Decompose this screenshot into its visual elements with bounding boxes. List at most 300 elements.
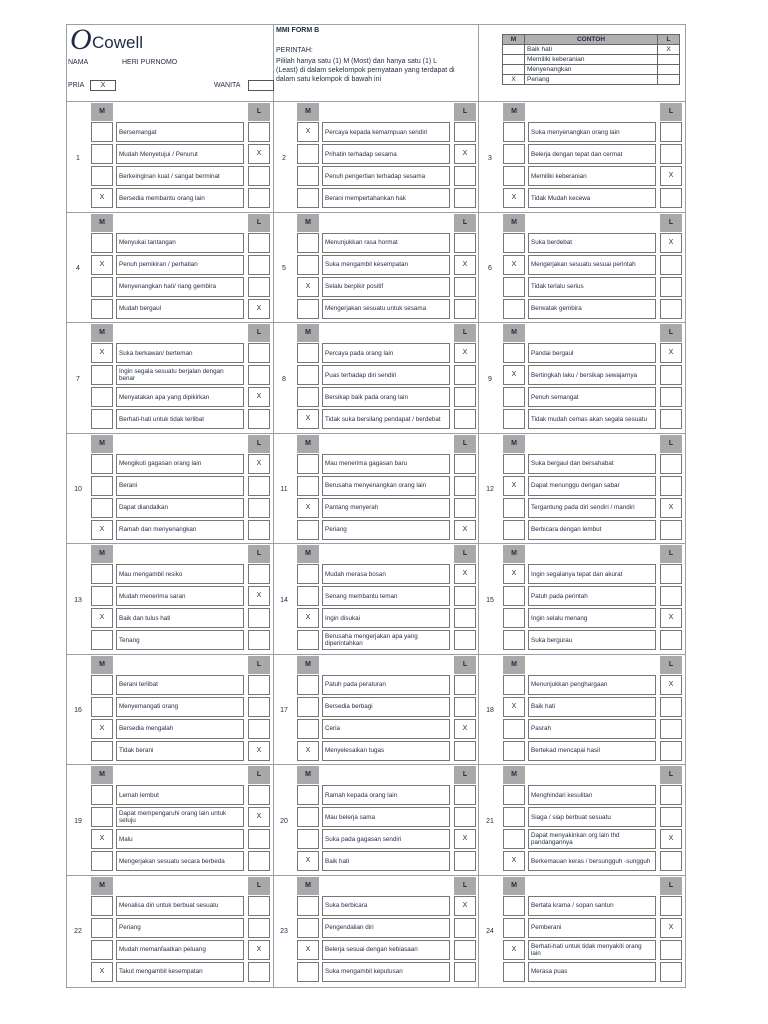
statement-row bbox=[297, 918, 476, 938]
most-checkbox[interactable] bbox=[297, 675, 319, 695]
least-checkbox[interactable] bbox=[660, 896, 682, 916]
most-checkbox[interactable] bbox=[91, 807, 113, 827]
statement-row bbox=[297, 564, 476, 584]
most-checkbox[interactable] bbox=[91, 122, 113, 142]
most-checkbox[interactable]: X bbox=[297, 409, 319, 429]
least-column-header: L bbox=[248, 877, 270, 895]
most-checkbox[interactable] bbox=[91, 675, 113, 695]
most-column-header: M bbox=[297, 656, 319, 674]
most-checkbox[interactable] bbox=[91, 851, 113, 871]
least-column-header: L bbox=[248, 103, 270, 121]
least-checkbox[interactable]: X bbox=[248, 387, 270, 407]
statement-text: Menunjukkan rasa hormat bbox=[322, 233, 450, 253]
least-checkbox[interactable] bbox=[454, 476, 476, 496]
least-checkbox[interactable] bbox=[248, 697, 270, 717]
statement-text: Penuh pengertian terhadap sesama bbox=[322, 166, 450, 186]
statement-text: Menyukai tantangan bbox=[116, 233, 244, 253]
most-checkbox[interactable] bbox=[503, 454, 525, 474]
statement-text: Mudah Menyetujui / Penurut bbox=[116, 144, 244, 164]
least-column-header: L bbox=[248, 435, 270, 453]
least-checkbox[interactable] bbox=[454, 277, 476, 297]
statement-text: Suka pada gagasan sendiri bbox=[322, 829, 450, 849]
statement-row bbox=[503, 188, 682, 208]
most-checkbox[interactable]: X bbox=[503, 564, 525, 584]
most-checkbox[interactable] bbox=[91, 697, 113, 717]
statement-row bbox=[503, 122, 682, 142]
most-checkbox[interactable] bbox=[91, 233, 113, 253]
least-checkbox[interactable] bbox=[660, 188, 682, 208]
least-checkbox[interactable] bbox=[660, 851, 682, 871]
least-checkbox[interactable] bbox=[454, 365, 476, 385]
most-checkbox[interactable] bbox=[503, 896, 525, 916]
statement-text: Menyelesaikan tugas bbox=[322, 741, 450, 761]
most-checkbox[interactable] bbox=[297, 719, 319, 739]
least-checkbox[interactable] bbox=[660, 564, 682, 584]
group-number: 4 bbox=[76, 265, 80, 272]
logo-mark: O bbox=[70, 23, 92, 56]
least-checkbox[interactable] bbox=[248, 719, 270, 739]
most-checkbox[interactable] bbox=[297, 896, 319, 916]
least-checkbox[interactable] bbox=[660, 807, 682, 827]
least-checkbox[interactable] bbox=[454, 962, 476, 982]
most-checkbox[interactable] bbox=[91, 586, 113, 606]
most-column-header: M bbox=[297, 324, 319, 342]
least-checkbox[interactable] bbox=[454, 807, 476, 827]
most-checkbox[interactable] bbox=[91, 498, 113, 518]
least-checkbox[interactable]: X bbox=[660, 166, 682, 186]
wanita-checkbox[interactable] bbox=[248, 80, 274, 91]
least-checkbox[interactable] bbox=[454, 188, 476, 208]
most-checkbox[interactable] bbox=[297, 387, 319, 407]
least-checkbox[interactable] bbox=[454, 409, 476, 429]
least-checkbox[interactable]: X bbox=[248, 741, 270, 761]
least-checkbox[interactable] bbox=[660, 785, 682, 805]
statement-text: Suka bergurau bbox=[528, 630, 656, 650]
most-column-header: M bbox=[503, 214, 525, 232]
form-title: MMI FORM B bbox=[276, 27, 320, 34]
statement-row bbox=[91, 498, 270, 518]
most-checkbox[interactable] bbox=[91, 476, 113, 496]
least-checkbox[interactable] bbox=[248, 829, 270, 849]
statement-row bbox=[503, 454, 682, 474]
statement-text: Menyenangkan hati/ riang gembira bbox=[116, 277, 244, 297]
example-m-cell bbox=[503, 55, 525, 65]
least-checkbox[interactable] bbox=[248, 343, 270, 363]
logo-wordmark: Cowell bbox=[92, 33, 144, 52]
least-checkbox[interactable] bbox=[454, 940, 476, 960]
statement-row bbox=[297, 277, 476, 297]
most-checkbox[interactable] bbox=[91, 785, 113, 805]
most-column-header: M bbox=[91, 545, 113, 563]
least-checkbox[interactable]: X bbox=[248, 940, 270, 960]
statement-row bbox=[503, 608, 682, 628]
nama-label: NAMA bbox=[68, 59, 89, 66]
least-checkbox[interactable] bbox=[454, 741, 476, 761]
statement-text: Penuh pemikiran / perhatian bbox=[116, 255, 244, 275]
most-checkbox[interactable] bbox=[297, 255, 319, 275]
statement-row bbox=[503, 476, 682, 496]
least-checkbox[interactable] bbox=[660, 122, 682, 142]
most-checkbox[interactable] bbox=[503, 144, 525, 164]
statement-text: Mudah menerima saran bbox=[116, 586, 244, 606]
statement-row bbox=[91, 697, 270, 717]
most-checkbox[interactable] bbox=[503, 299, 525, 319]
least-checkbox[interactable] bbox=[454, 233, 476, 253]
least-checkbox[interactable] bbox=[660, 144, 682, 164]
statement-text: Ingin segalanya tepat dan akurat bbox=[528, 564, 656, 584]
least-checkbox[interactable] bbox=[660, 741, 682, 761]
least-checkbox[interactable]: X bbox=[454, 343, 476, 363]
most-checkbox[interactable]: X bbox=[503, 476, 525, 496]
least-checkbox[interactable] bbox=[248, 166, 270, 186]
most-checkbox[interactable] bbox=[91, 365, 113, 385]
most-checkbox[interactable]: X bbox=[503, 365, 525, 385]
most-checkbox[interactable]: X bbox=[91, 962, 113, 982]
most-checkbox[interactable] bbox=[297, 520, 319, 540]
most-checkbox[interactable] bbox=[503, 608, 525, 628]
least-checkbox[interactable]: X bbox=[454, 520, 476, 540]
most-checkbox[interactable]: X bbox=[91, 255, 113, 275]
most-checkbox[interactable] bbox=[503, 498, 525, 518]
most-column-header: M bbox=[91, 214, 113, 232]
least-checkbox[interactable] bbox=[660, 697, 682, 717]
statement-row bbox=[91, 365, 270, 385]
most-checkbox[interactable]: X bbox=[503, 188, 525, 208]
band-divider bbox=[66, 212, 686, 213]
least-checkbox[interactable] bbox=[660, 277, 682, 297]
most-column-header: M bbox=[297, 435, 319, 453]
most-checkbox[interactable]: X bbox=[91, 608, 113, 628]
example-row bbox=[503, 45, 680, 55]
question-group bbox=[272, 214, 476, 324]
question-group bbox=[478, 766, 682, 876]
most-checkbox[interactable] bbox=[297, 476, 319, 496]
least-checkbox[interactable] bbox=[454, 608, 476, 628]
most-checkbox[interactable] bbox=[297, 785, 319, 805]
least-checkbox[interactable] bbox=[454, 122, 476, 142]
most-checkbox[interactable] bbox=[503, 586, 525, 606]
group-number: 10 bbox=[74, 486, 82, 493]
most-checkbox[interactable] bbox=[503, 122, 525, 142]
pria-checkbox[interactable]: X bbox=[90, 80, 116, 91]
least-checkbox[interactable] bbox=[248, 409, 270, 429]
statement-row bbox=[297, 785, 476, 805]
statement-row bbox=[91, 233, 270, 253]
statement-text: Menghindari kesulitan bbox=[528, 785, 656, 805]
statement-row bbox=[503, 564, 682, 584]
statement-row bbox=[91, 144, 270, 164]
most-checkbox[interactable] bbox=[297, 564, 319, 584]
least-checkbox[interactable] bbox=[248, 608, 270, 628]
most-checkbox[interactable] bbox=[297, 144, 319, 164]
example-m-cell: X bbox=[503, 75, 525, 85]
most-checkbox[interactable]: X bbox=[91, 188, 113, 208]
statement-text: Mengerjakan sesuatu untuk sesama bbox=[322, 299, 450, 319]
least-checkbox[interactable] bbox=[660, 630, 682, 650]
least-checkbox[interactable]: X bbox=[660, 918, 682, 938]
statement-row bbox=[297, 233, 476, 253]
least-checkbox[interactable] bbox=[248, 630, 270, 650]
most-checkbox[interactable] bbox=[91, 409, 113, 429]
most-checkbox[interactable]: X bbox=[297, 940, 319, 960]
statement-text: Pemberani bbox=[528, 918, 656, 938]
group-number: 19 bbox=[74, 817, 82, 825]
least-checkbox[interactable]: X bbox=[660, 675, 682, 695]
least-checkbox[interactable]: X bbox=[248, 454, 270, 474]
question-group bbox=[478, 103, 682, 213]
least-checkbox[interactable] bbox=[248, 122, 270, 142]
most-checkbox[interactable] bbox=[297, 299, 319, 319]
most-checkbox[interactable]: X bbox=[503, 697, 525, 717]
least-checkbox[interactable] bbox=[454, 387, 476, 407]
most-checkbox[interactable] bbox=[503, 785, 525, 805]
least-checkbox[interactable] bbox=[248, 962, 270, 982]
least-checkbox[interactable] bbox=[248, 520, 270, 540]
least-checkbox[interactable] bbox=[248, 896, 270, 916]
least-checkbox[interactable]: X bbox=[660, 829, 682, 849]
group-number: 24 bbox=[486, 928, 494, 935]
most-checkbox[interactable] bbox=[503, 807, 525, 827]
most-checkbox[interactable] bbox=[91, 741, 113, 761]
most-checkbox[interactable] bbox=[91, 940, 113, 960]
most-checkbox[interactable]: X bbox=[503, 851, 525, 871]
most-checkbox[interactable] bbox=[91, 299, 113, 319]
statement-text: Mau belerja sama bbox=[322, 807, 450, 827]
most-checkbox[interactable] bbox=[91, 277, 113, 297]
most-checkbox[interactable]: X bbox=[297, 277, 319, 297]
least-checkbox[interactable] bbox=[660, 962, 682, 982]
least-checkbox[interactable] bbox=[660, 586, 682, 606]
least-checkbox[interactable] bbox=[454, 851, 476, 871]
statement-row bbox=[297, 608, 476, 628]
most-checkbox[interactable] bbox=[503, 675, 525, 695]
statement-text: Berani bbox=[116, 476, 244, 496]
most-checkbox[interactable]: X bbox=[91, 343, 113, 363]
most-checkbox[interactable]: X bbox=[91, 829, 113, 849]
least-checkbox[interactable] bbox=[660, 255, 682, 275]
most-checkbox[interactable] bbox=[297, 166, 319, 186]
statement-text: Selalu berpikir positif bbox=[322, 277, 450, 297]
statement-row bbox=[91, 520, 270, 540]
statement-text: Baik dan tulus hati bbox=[116, 608, 244, 628]
least-checkbox[interactable]: X bbox=[454, 144, 476, 164]
least-checkbox[interactable]: X bbox=[248, 144, 270, 164]
question-group bbox=[66, 656, 270, 766]
statement-text: Berkeinginan kuat / sangat berminat bbox=[116, 166, 244, 186]
nama-value[interactable]: HERI PURNOMO bbox=[122, 59, 178, 66]
most-checkbox[interactable] bbox=[297, 454, 319, 474]
least-checkbox[interactable] bbox=[248, 365, 270, 385]
most-checkbox[interactable] bbox=[503, 962, 525, 982]
least-checkbox[interactable] bbox=[248, 785, 270, 805]
statement-text: Mudah memanfaatkan peluang bbox=[116, 940, 244, 960]
most-checkbox[interactable]: X bbox=[297, 741, 319, 761]
most-checkbox[interactable]: X bbox=[91, 520, 113, 540]
example-row bbox=[503, 55, 680, 65]
most-checkbox[interactable] bbox=[91, 144, 113, 164]
most-checkbox[interactable] bbox=[91, 896, 113, 916]
least-checkbox[interactable] bbox=[660, 520, 682, 540]
least-checkbox[interactable] bbox=[660, 454, 682, 474]
most-checkbox[interactable] bbox=[297, 829, 319, 849]
statement-text: Suka berdebat bbox=[528, 233, 656, 253]
statement-text: Pengendalian diri bbox=[322, 918, 450, 938]
most-checkbox[interactable] bbox=[503, 343, 525, 363]
most-checkbox[interactable]: X bbox=[297, 498, 319, 518]
statement-text: Mau mengambil resiko bbox=[116, 564, 244, 584]
most-checkbox[interactable]: X bbox=[297, 851, 319, 871]
most-checkbox[interactable]: X bbox=[91, 719, 113, 739]
group-number: 8 bbox=[282, 375, 286, 383]
least-checkbox[interactable] bbox=[454, 697, 476, 717]
statement-row bbox=[503, 940, 682, 960]
least-checkbox[interactable] bbox=[248, 498, 270, 518]
statement-text: Berbicara dengan lembut bbox=[528, 520, 656, 540]
least-checkbox[interactable]: X bbox=[248, 586, 270, 606]
least-checkbox[interactable]: X bbox=[248, 299, 270, 319]
least-checkbox[interactable]: X bbox=[454, 255, 476, 275]
statement-text: Suka bergaul dan bersahabat bbox=[528, 454, 656, 474]
least-checkbox[interactable]: X bbox=[248, 807, 270, 827]
most-checkbox[interactable]: X bbox=[503, 255, 525, 275]
least-checkbox[interactable] bbox=[248, 564, 270, 584]
most-checkbox[interactable] bbox=[503, 409, 525, 429]
least-checkbox[interactable] bbox=[660, 476, 682, 496]
least-checkbox[interactable] bbox=[454, 630, 476, 650]
least-checkbox[interactable]: X bbox=[660, 343, 682, 363]
most-checkbox[interactable] bbox=[91, 918, 113, 938]
most-checkbox[interactable] bbox=[297, 918, 319, 938]
least-checkbox[interactable] bbox=[454, 166, 476, 186]
statement-text: Merasa puas bbox=[528, 962, 656, 982]
most-checkbox[interactable] bbox=[503, 277, 525, 297]
most-checkbox[interactable] bbox=[503, 741, 525, 761]
statement-row bbox=[297, 387, 476, 407]
least-checkbox[interactable] bbox=[660, 387, 682, 407]
least-checkbox[interactable]: X bbox=[660, 608, 682, 628]
most-checkbox[interactable] bbox=[503, 630, 525, 650]
statement-row bbox=[297, 630, 476, 650]
statement-text: Belerja sesuai dengan kebiasaan bbox=[322, 940, 450, 960]
statement-text: Puas terhadap diri sendiri bbox=[322, 365, 450, 385]
most-checkbox[interactable] bbox=[91, 564, 113, 584]
most-checkbox[interactable]: X bbox=[297, 608, 319, 628]
least-checkbox[interactable] bbox=[660, 365, 682, 385]
most-checkbox[interactable] bbox=[297, 962, 319, 982]
statement-row bbox=[91, 719, 270, 739]
most-checkbox[interactable]: X bbox=[503, 940, 525, 960]
most-checkbox[interactable] bbox=[297, 697, 319, 717]
most-checkbox[interactable] bbox=[297, 188, 319, 208]
least-checkbox[interactable] bbox=[454, 785, 476, 805]
statement-text: Tidak terlalu serius bbox=[528, 277, 656, 297]
statement-text: Bersedia mengalah bbox=[116, 719, 244, 739]
least-checkbox[interactable] bbox=[454, 918, 476, 938]
least-column-header: L bbox=[454, 214, 476, 232]
least-checkbox[interactable]: X bbox=[454, 719, 476, 739]
least-checkbox[interactable] bbox=[660, 719, 682, 739]
statement-text: Suka menyenangkan orang lain bbox=[528, 122, 656, 142]
most-checkbox[interactable] bbox=[503, 918, 525, 938]
most-checkbox[interactable] bbox=[297, 343, 319, 363]
header-divider bbox=[66, 101, 686, 102]
least-checkbox[interactable] bbox=[248, 918, 270, 938]
least-checkbox[interactable] bbox=[660, 409, 682, 429]
least-checkbox[interactable]: X bbox=[454, 829, 476, 849]
least-checkbox[interactable] bbox=[454, 498, 476, 518]
statement-text: Bertingkah laku / bersikap sewajarnya bbox=[528, 365, 656, 385]
most-checkbox[interactable] bbox=[297, 630, 319, 650]
most-column-header: M bbox=[91, 877, 113, 895]
statement-row bbox=[503, 343, 682, 363]
most-checkbox[interactable] bbox=[503, 520, 525, 540]
least-checkbox[interactable] bbox=[248, 851, 270, 871]
statement-row bbox=[297, 166, 476, 186]
most-checkbox[interactable] bbox=[297, 586, 319, 606]
least-checkbox[interactable] bbox=[248, 476, 270, 496]
statement-text: Menalisa diri untuk berbuat sesuatu bbox=[116, 896, 244, 916]
group-number: 16 bbox=[74, 707, 82, 714]
statement-text: Bersemangat bbox=[116, 122, 244, 142]
least-checkbox[interactable]: X bbox=[660, 498, 682, 518]
least-checkbox[interactable] bbox=[248, 255, 270, 275]
most-column-header: M bbox=[297, 214, 319, 232]
most-checkbox[interactable] bbox=[91, 630, 113, 650]
statement-row bbox=[297, 365, 476, 385]
least-checkbox[interactable]: X bbox=[660, 233, 682, 253]
most-checkbox[interactable] bbox=[297, 807, 319, 827]
most-column-header: M bbox=[503, 877, 525, 895]
least-checkbox[interactable] bbox=[454, 586, 476, 606]
least-checkbox[interactable] bbox=[248, 233, 270, 253]
question-group bbox=[272, 545, 476, 655]
most-checkbox[interactable] bbox=[503, 387, 525, 407]
most-checkbox[interactable] bbox=[503, 233, 525, 253]
least-checkbox[interactable]: X bbox=[454, 564, 476, 584]
most-checkbox[interactable] bbox=[297, 365, 319, 385]
least-checkbox[interactable] bbox=[454, 454, 476, 474]
least-checkbox[interactable] bbox=[248, 188, 270, 208]
statement-text: Ingin disukai bbox=[322, 608, 450, 628]
statement-text: Baik hati bbox=[528, 697, 656, 717]
least-column-header: L bbox=[660, 435, 682, 453]
most-checkbox[interactable] bbox=[503, 719, 525, 739]
statement-row bbox=[91, 586, 270, 606]
least-checkbox[interactable] bbox=[454, 675, 476, 695]
statement-row bbox=[297, 807, 476, 827]
least-checkbox[interactable] bbox=[248, 675, 270, 695]
most-checkbox[interactable] bbox=[503, 829, 525, 849]
most-checkbox[interactable] bbox=[297, 233, 319, 253]
least-checkbox[interactable] bbox=[660, 299, 682, 319]
most-checkbox[interactable] bbox=[503, 166, 525, 186]
statement-row bbox=[91, 343, 270, 363]
least-column-header: L bbox=[660, 324, 682, 342]
most-checkbox[interactable] bbox=[91, 454, 113, 474]
statement-text: Periang bbox=[116, 918, 244, 938]
least-checkbox[interactable] bbox=[454, 299, 476, 319]
most-checkbox[interactable] bbox=[91, 387, 113, 407]
least-checkbox[interactable] bbox=[248, 277, 270, 297]
least-column-header: L bbox=[660, 545, 682, 563]
most-checkbox[interactable]: X bbox=[297, 122, 319, 142]
least-checkbox[interactable]: X bbox=[454, 896, 476, 916]
least-column-header: L bbox=[454, 877, 476, 895]
least-checkbox[interactable] bbox=[660, 940, 682, 960]
most-checkbox[interactable] bbox=[91, 166, 113, 186]
example-m-cell bbox=[503, 65, 525, 75]
statement-row bbox=[91, 851, 270, 871]
